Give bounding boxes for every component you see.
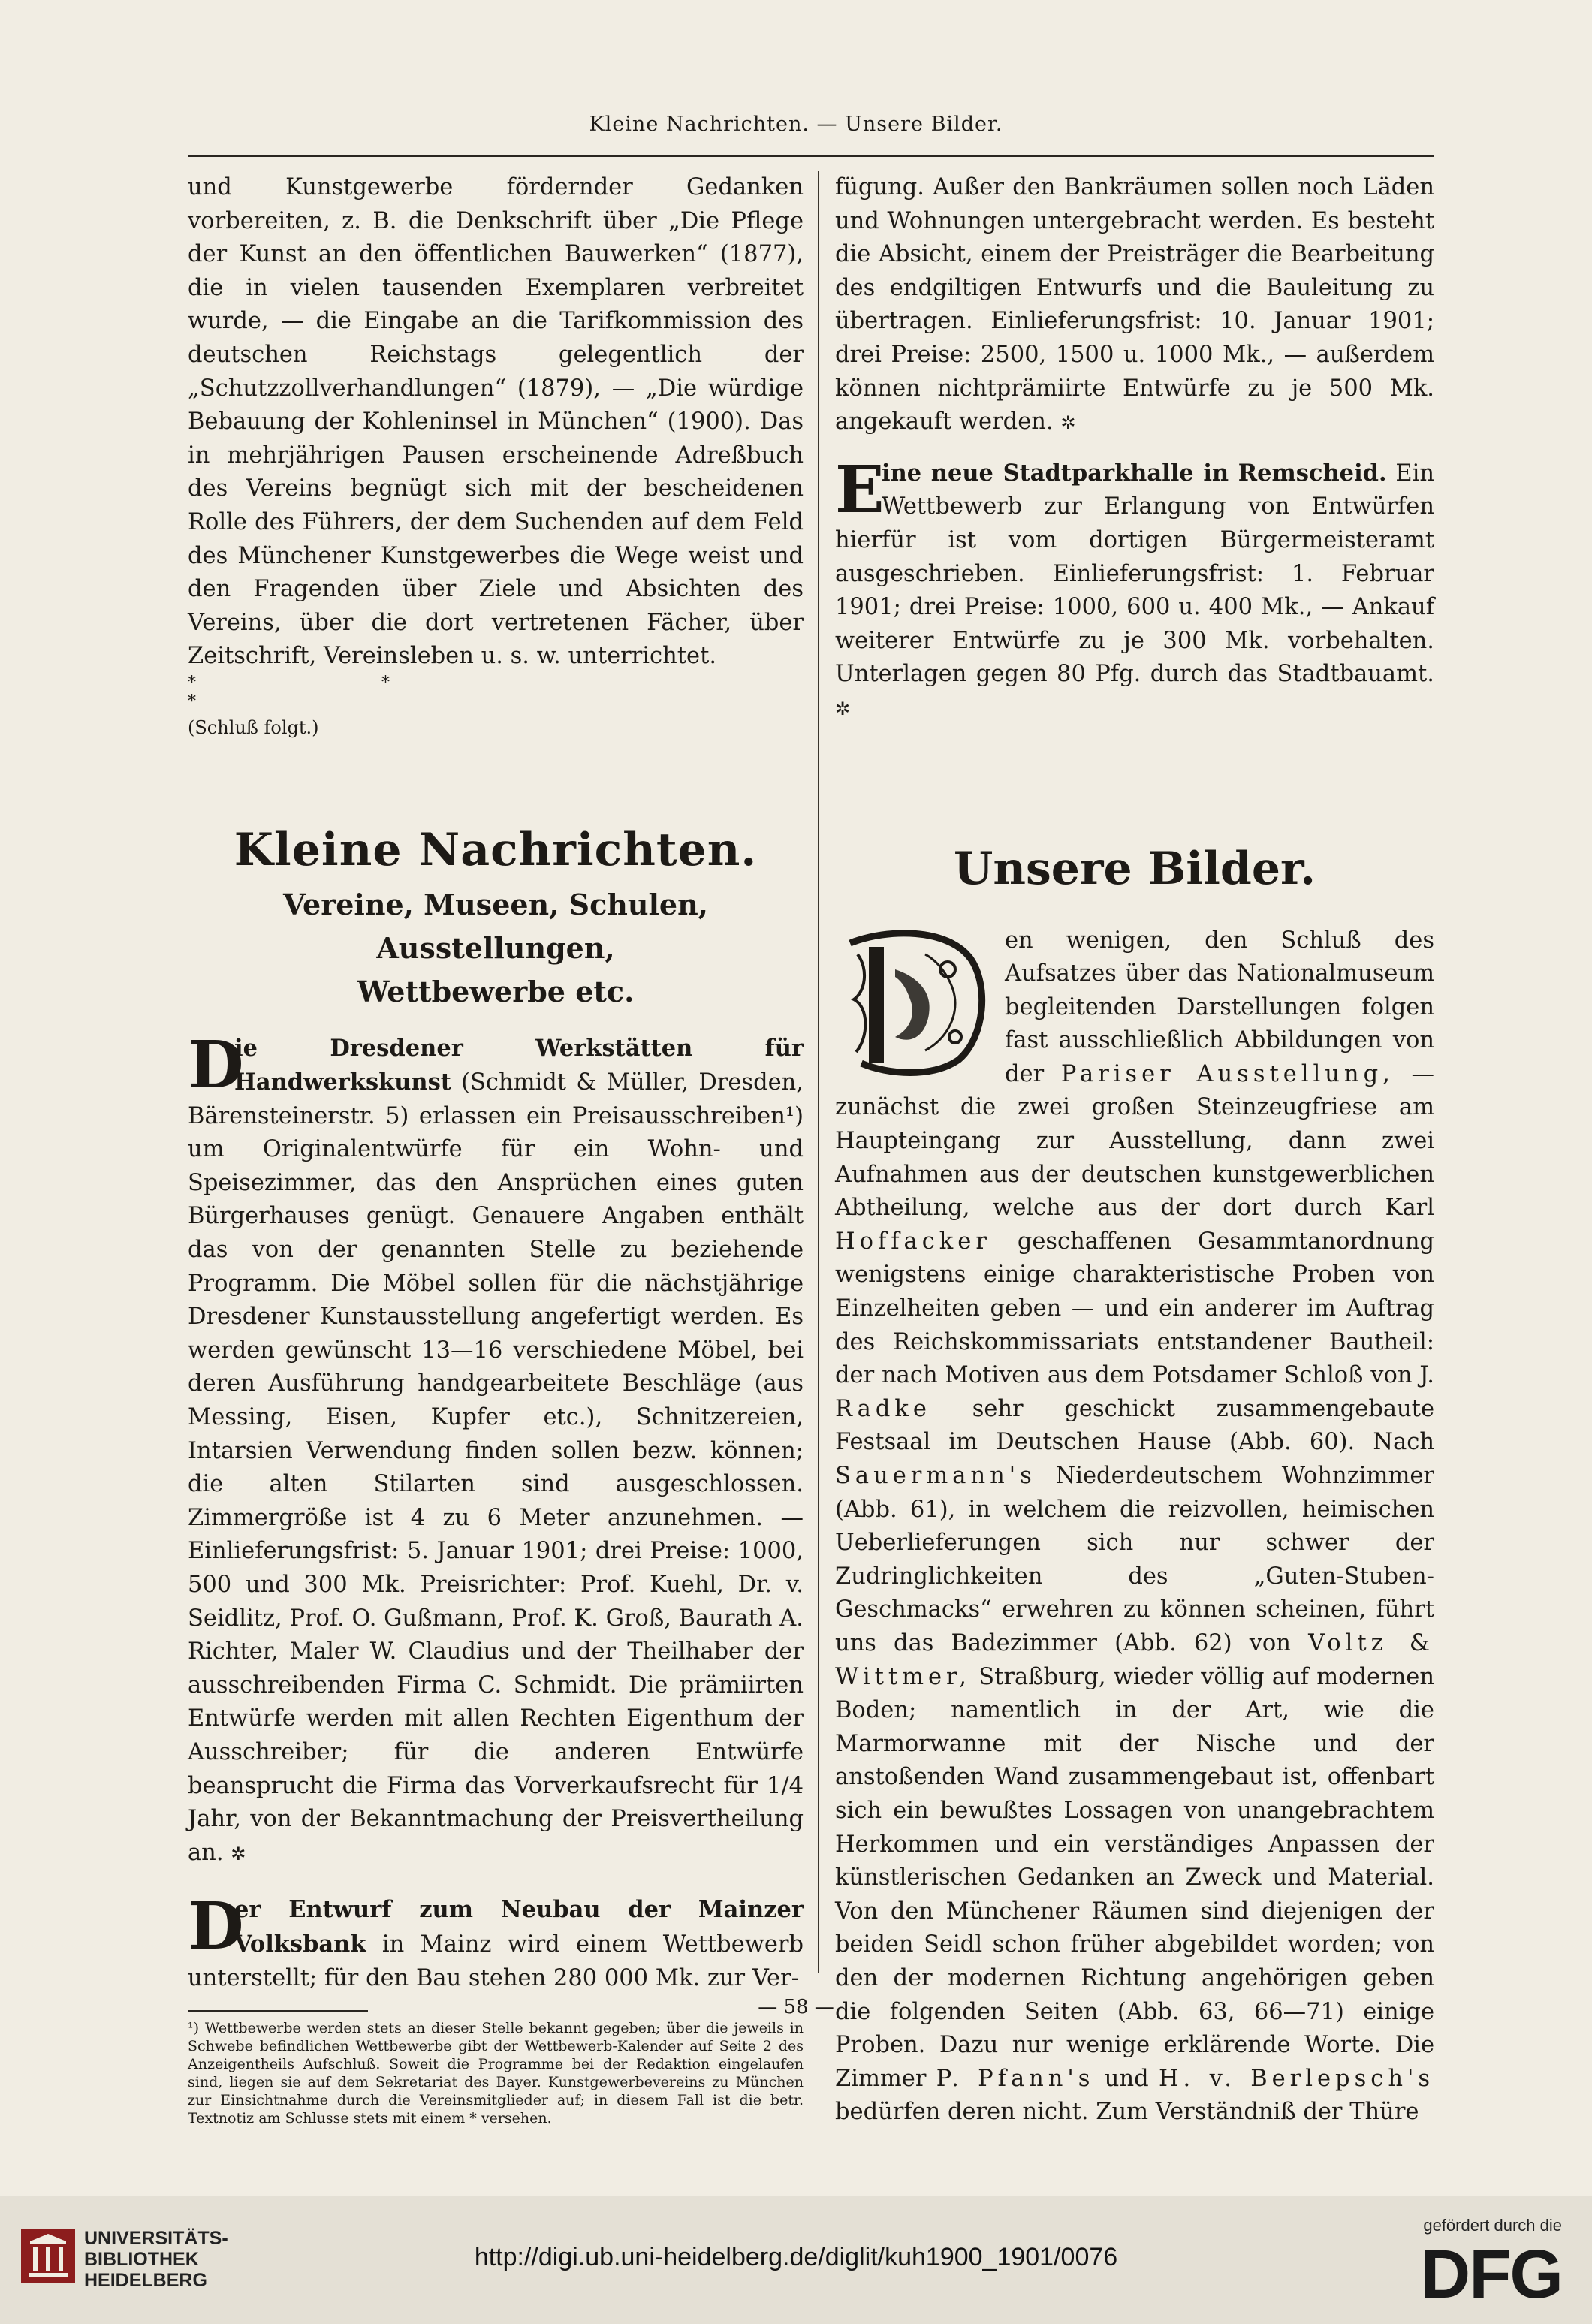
header-rule <box>188 155 1434 157</box>
continued-note: (Schluß folgt.) <box>188 716 319 738</box>
bilder-text-7: bedürfen deren nicht. Zum Verständniß der Thüre <box>835 2099 1419 2126</box>
end-mark: ✲ <box>1060 412 1076 434</box>
mainz-continuation-text: fügung. Außer den Bankräumen sollen noch Läden und Wohnungen untergebracht werden. Es besteht die Absicht, einem der Preisträger die Bearbeitung des endgiltigen Entwurfs und die Bauleitung zu übertragen. Einlieferungsfrist: 10. Januar 1901; drei Preise: 2500, 1500 u. 1000 Mk., — außerdem können nichtprämiirte Entwürfe zu je 500 Mk. angekauft werden. <box>835 174 1434 436</box>
page-number: — 58 — <box>758 1996 834 2018</box>
column-divider <box>818 171 819 1973</box>
article-dresden-body: (Schmidt & Müller, Dresden, Bärensteinerstr. 5) erlassen ein Preisausschreiben¹) um Originalentwürfe für ein Wohn- und Speisezimmer, das den Ansprüchen eines guten Bürgerhauses genügt. Genauere Angaben enthält das von der genannten Stelle zu beziehende Programm. Die Möbel sollen für die nächstjährige Dresdener Kunstausstellung angefertigt werden. Es werden gewünscht 13—16 verschiedene Möbel, bei deren Ausführung handgearbeitete Beschläge (aus Messing, Eisen, Kupfer etc.), Schnitzereien, Intarsien Verwendung finden sollen bezw. können; die alten Stilarten sind ausgeschlossen. Zimmergröße ist 4 zu 6 Meter anzunehmen. — Einlieferungsfrist: 5. Januar 1901; drei Preise: 1000, 500 und 300 Mk. Preisrichter: Prof. Kuehl, Dr. v. Seidlitz, Prof. O. Gußmann, Prof. K. Groß, Baurath A. Richter, Maler W. Claudius und der Theilhaber der ausschreibenden Firma C. Schmidt. Die prämiirten Entwürfe werden mit allen Rechten Eigenthum der Ausschreiber; für die anderen Entwürfe beansprucht die Firma das Vorverkaufsrecht für 1/4 Jahr, von der Bekanntmachung der Preisvertheilung an. <box>188 1069 804 1866</box>
bilder-emph-4: Sauermann's <box>835 1463 1036 1489</box>
article-mainz-initial: D <box>188 1888 244 1965</box>
section-stars: * * <box>188 673 480 692</box>
ornament-initial-icon <box>835 924 993 1082</box>
section-title: Kleine Nachrichten. <box>234 823 758 876</box>
library-name-line: HEIDELBERG <box>84 2270 207 2291</box>
ornamental-initial-d <box>835 924 993 1082</box>
article-remscheid-body: Ein Wettbewerb zur Erlangung von Entwürfen hierfür ist vom dortigen Bürgermeisteramt ausgeschrieben. Einlieferungsfrist: 1. Februar 1901; drei Preise: 1000, 600 u. 400 Mk., — Ankauf weiterer Entwürfe zu je 300 Mk. vorbehalten. Unterlagen gegen 80 Pfg. durch das Stadtbauamt. <box>835 460 1434 688</box>
bilder-title: Unsere Bilder. <box>954 842 1316 895</box>
article-dresden <box>188 1026 804 1871</box>
bilder-text-1: — zunächst die zwei großen Steinzeugfriese am Haupteingang zur Ausstellung, dann zwei Aufnahmen aus der deutschen kunstgewerblichen Abtheilung, welche aus der dort durch Karl <box>835 1060 1434 1222</box>
library-name-line: BIBLIOTHEK <box>84 2249 199 2270</box>
left-column <box>188 171 804 2127</box>
right-column <box>835 171 1434 2130</box>
bilder-emph-1: Pariser Ausstellung, <box>1060 1060 1395 1087</box>
bilder-text-6: und <box>1104 2065 1149 2092</box>
bilder-emph-3: Radke <box>835 1395 931 1422</box>
bilder-emph-2: Hoffacker <box>835 1228 991 1255</box>
permalink-url[interactable]: http://digi.ub.uni-heidelberg.de/diglit/kuh1900_1901/0076 <box>474 2243 1118 2271</box>
footnote: ¹) Wettbewerbe werden stets an dieser Stelle bekannt gegeben; über die jeweils in Schwebe befindlichen Wettbewerbe gibt der Wettbewerb-Kalender auf Seite 2 des Anzeigentheils Aufschluß. Soweit die Programme bei der Redaktion eingelaufen sind, liegen sie auf dem Sekretariat des Bayer. Kunstgewerbevereins zu München zur Einsichtnahme durch die Vereinsmitglieder auf; in diesem Fall ist die betr. Textnotiz am Schlusse stets mit einem * versehen. <box>188 2020 804 2127</box>
article-remscheid-heading: ine neue Stadtparkhalle in Remscheid. <box>882 459 1387 487</box>
article-mainz <box>188 1888 804 1995</box>
running-head: Kleine Nachrichten. — Unsere Bilder. <box>589 113 1003 136</box>
bilder-text <box>835 924 1434 2130</box>
mainz-continuation <box>835 171 1434 440</box>
section-subtitle-2: Wettbewerbe etc. <box>357 974 635 1008</box>
article-dresden-heading: ie Dresdener Werkstätten für Handwerkskunst <box>234 1034 804 1096</box>
bilder-text-2: geschaffenen Gesammtanordnung wenigstens einige charakteristische Proben von Einzelheiten geben — und ein anderer im Auftrag des Reichskommissariats entstandener Bautheil: der nach Motiven aus dem Potsdamer Schloß von J. <box>835 1228 1434 1389</box>
bilder-text-3: sehr geschickt zusammengebaute Festsaal im Deutschen Hause (Abb. 60). Nach <box>835 1395 1434 1456</box>
section-star-middle: * <box>188 692 196 711</box>
end-mark: ✲ <box>231 1843 246 1864</box>
section-subtitle-1: Vereine, Museen, Schulen, Ausstellungen, <box>283 887 708 965</box>
viewer-footer <box>0 2196 1592 2324</box>
bilder-intro: en wenigen, den Schluß des Aufsatzes über das Nationalmuseum begleitenden Darstellungen folgen fast ausschließlich Abbildungen von der <box>1005 927 1434 1087</box>
article-remscheid-initial: E <box>835 451 885 528</box>
article-mainz-body: in Mainz wird einem Wettbewerb unterstellt; für den Bau stehen 280 000 Mk. zur Ver- <box>188 1931 804 1991</box>
funding-label: gefördert durch die <box>1423 2216 1562 2235</box>
bilder-emph-5: Voltz & Wittmer, <box>835 1629 1435 1690</box>
bilder-text-5: Straßburg, wieder völlig auf modernen Boden; namentlich in der Art, wie die Marmorwanne mit der Nische und der anstoßenden Wand zusammengebaut ist, offenbart sich ein bewußtes Lossagen von unangebrachtem Herkommen und ein verständiges Anpassen der künstlerischen Gedanken an Zweck und Material. Von den Münchener Räumen sind diejenigen der beiden Seidl schon früher abgebildet worden; von den der modernen Richtung angehörigen geben die folgenden Seiten (Abb. 63, 66—71) einige Proben. Dazu nur wenige erklärende Worte. Die Zimmer <box>835 1663 1435 2092</box>
bilder-text-4: Niederdeutschem Wohnzimmer (Abb. 61), in welchem die reizvollen, heimischen Ueberlieferungen sich nur schwer der Zudringlichkeiten des „Guten-Stuben-Geschmacks“ erwehren zu können scheinen, führt uns das Badezimmer (Abb. 62) von <box>835 1463 1434 1656</box>
end-mark: ✲ <box>835 698 851 719</box>
dfg-logo[interactable]: DFG <box>1420 2236 1562 2313</box>
article-mainz-heading: er Entwurf zum Neubau der Mainzer Volksbank <box>234 1896 804 1958</box>
bilder-emph-6: P. Pfann's <box>936 2065 1095 2092</box>
intro-paragraph: und Kunstgewerbe fördernder Gedanken vorbereiten, z. B. die Denkschrift über „Die Pflege der Kunst an den öffentlichen Bauwerken“ (1877), die in vielen tausenden Exemplaren verbreitet wurde, — die Eingabe an die Tarifkommission des deutschen Reichstags gelegentlich der „Schutzzollverhandlungen“ (1879), — „Die würdige Bebauung der Kohleninsel in München“ (1900). Das in mehrjährigen Pausen erscheinende Adreßbuch des Vereins begnügt sich mit der bescheidenen Rolle des Führers, der dem Suchenden auf dem Feld des Münchener Kunstgewerbes die Wege weist und den Fragenden über Ziele und Absichten des Vereins, über die dort vertretenen Fächer, über Zeitschrift, Vereinsleben u. s. w. unterrichtet. <box>188 174 804 670</box>
bilder-emph-7: H. v. Berlepsch's <box>1158 2065 1434 2092</box>
article-dresden-initial: D <box>188 1026 244 1103</box>
library-name-line: UNIVERSITÄTS- <box>84 2228 228 2249</box>
article-remscheid <box>835 451 1434 726</box>
